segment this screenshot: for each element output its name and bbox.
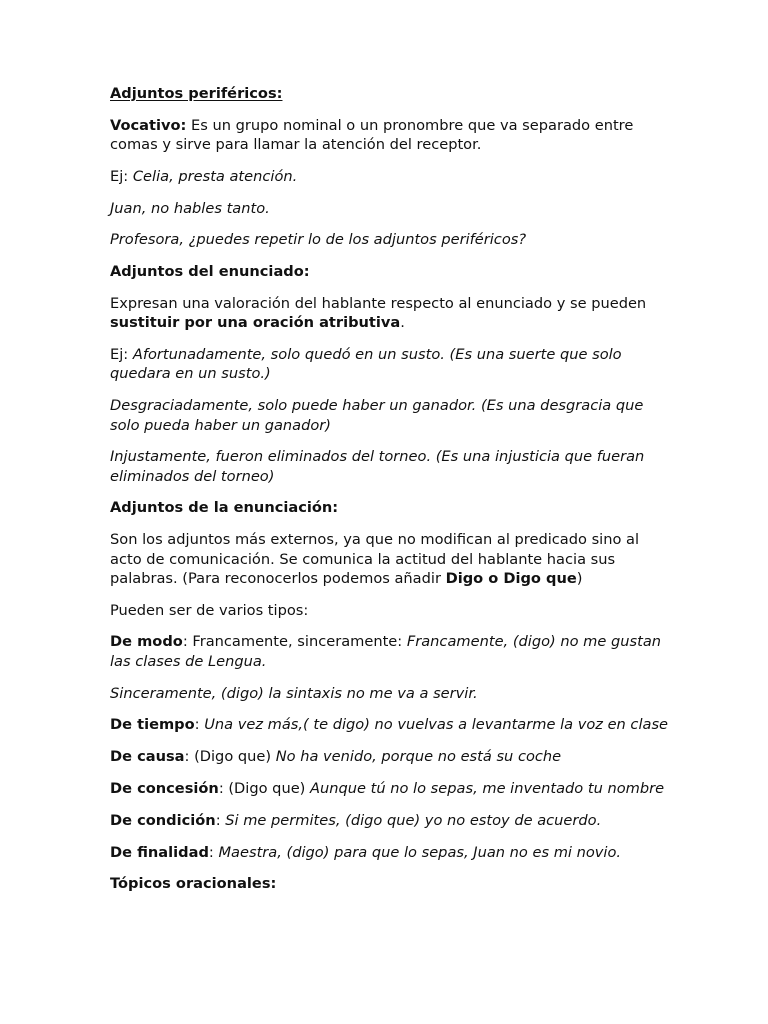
tipo-concesion: De concesión: (Digo que) Aunque tú no lo sepas, me inventado tu nombre	[110, 779, 665, 797]
enunciado-example: Ej: Afortunadamente, solo quedó en un susto. (Es una suerte que solo quedara en un susto.)	[110, 346, 622, 383]
tipo-causa: De causa: (Digo que) No ha venido, porque no está su coche	[110, 748, 562, 766]
heading-adjuntos-enunciacion: Adjuntos de la enunciación:	[110, 499, 339, 517]
vocativo-example: Profesora, ¿puedes repetir lo de los adjuntos periféricos?	[110, 231, 527, 249]
enunciado-example: Desgraciadamente, solo puede haber un ganador. (Es una desgracia que solo pueda haber un ganador)	[110, 397, 644, 434]
tipo-condicion: De condición: Si me permites, (digo que) yo no estoy de acuerdo.	[110, 811, 602, 829]
heading-adjuntos-enunciado: Adjuntos del enunciado:	[110, 263, 310, 281]
enunciacion-definition: Son los adjuntos más externos, ya que no modifican al predicado sino al acto de comunicación. Se comunica la actitud del hablante hacia sus palabras. (Para reconocerlos podemos añadir Digo o Digo que)	[110, 531, 640, 587]
heading-adjuntos-perifericos: Adjuntos periféricos:	[110, 85, 283, 102]
tipo-tiempo: De tiempo: Una vez más,( te digo) no vuelvas a levantarme la voz en clase	[110, 716, 669, 734]
tipo-modo-example: Sinceramente, (digo) la sintaxis no me va a servir.	[110, 684, 478, 702]
tipo-finalidad: De finalidad: Maestra, (digo) para que lo sepas, Juan no es mi novio.	[110, 843, 622, 861]
enunciado-definition: Expresan una valoración del hablante respecto al enunciado y se pueden sustituir por una oración atributiva.	[110, 295, 647, 332]
vocativo-term: Vocativo:	[110, 116, 187, 134]
enunciacion-tipos-intro: Pueden ser de varios tipos:	[110, 601, 309, 619]
heading-topicos-oracionales: Tópicos oracionales:	[110, 875, 277, 893]
enunciado-example: Injustamente, fueron eliminados del torneo. (Es una injusticia que fueran eliminados del torneo)	[110, 448, 645, 485]
tipo-modo: De modo: Francamente, sinceramente: Francamente, (digo) no me gustan las clases de Lengua.	[110, 633, 662, 670]
vocativo-definition: Vocativo: Es un grupo nominal o un pronombre que va separado entre comas y sirve para llamar la atención del receptor.	[110, 116, 634, 154]
document-page	[110, 84, 670, 906]
vocativo-example: Juan, no hables tanto.	[110, 199, 270, 217]
vocativo-example: Ej: Celia, presta atención.	[110, 167, 298, 185]
